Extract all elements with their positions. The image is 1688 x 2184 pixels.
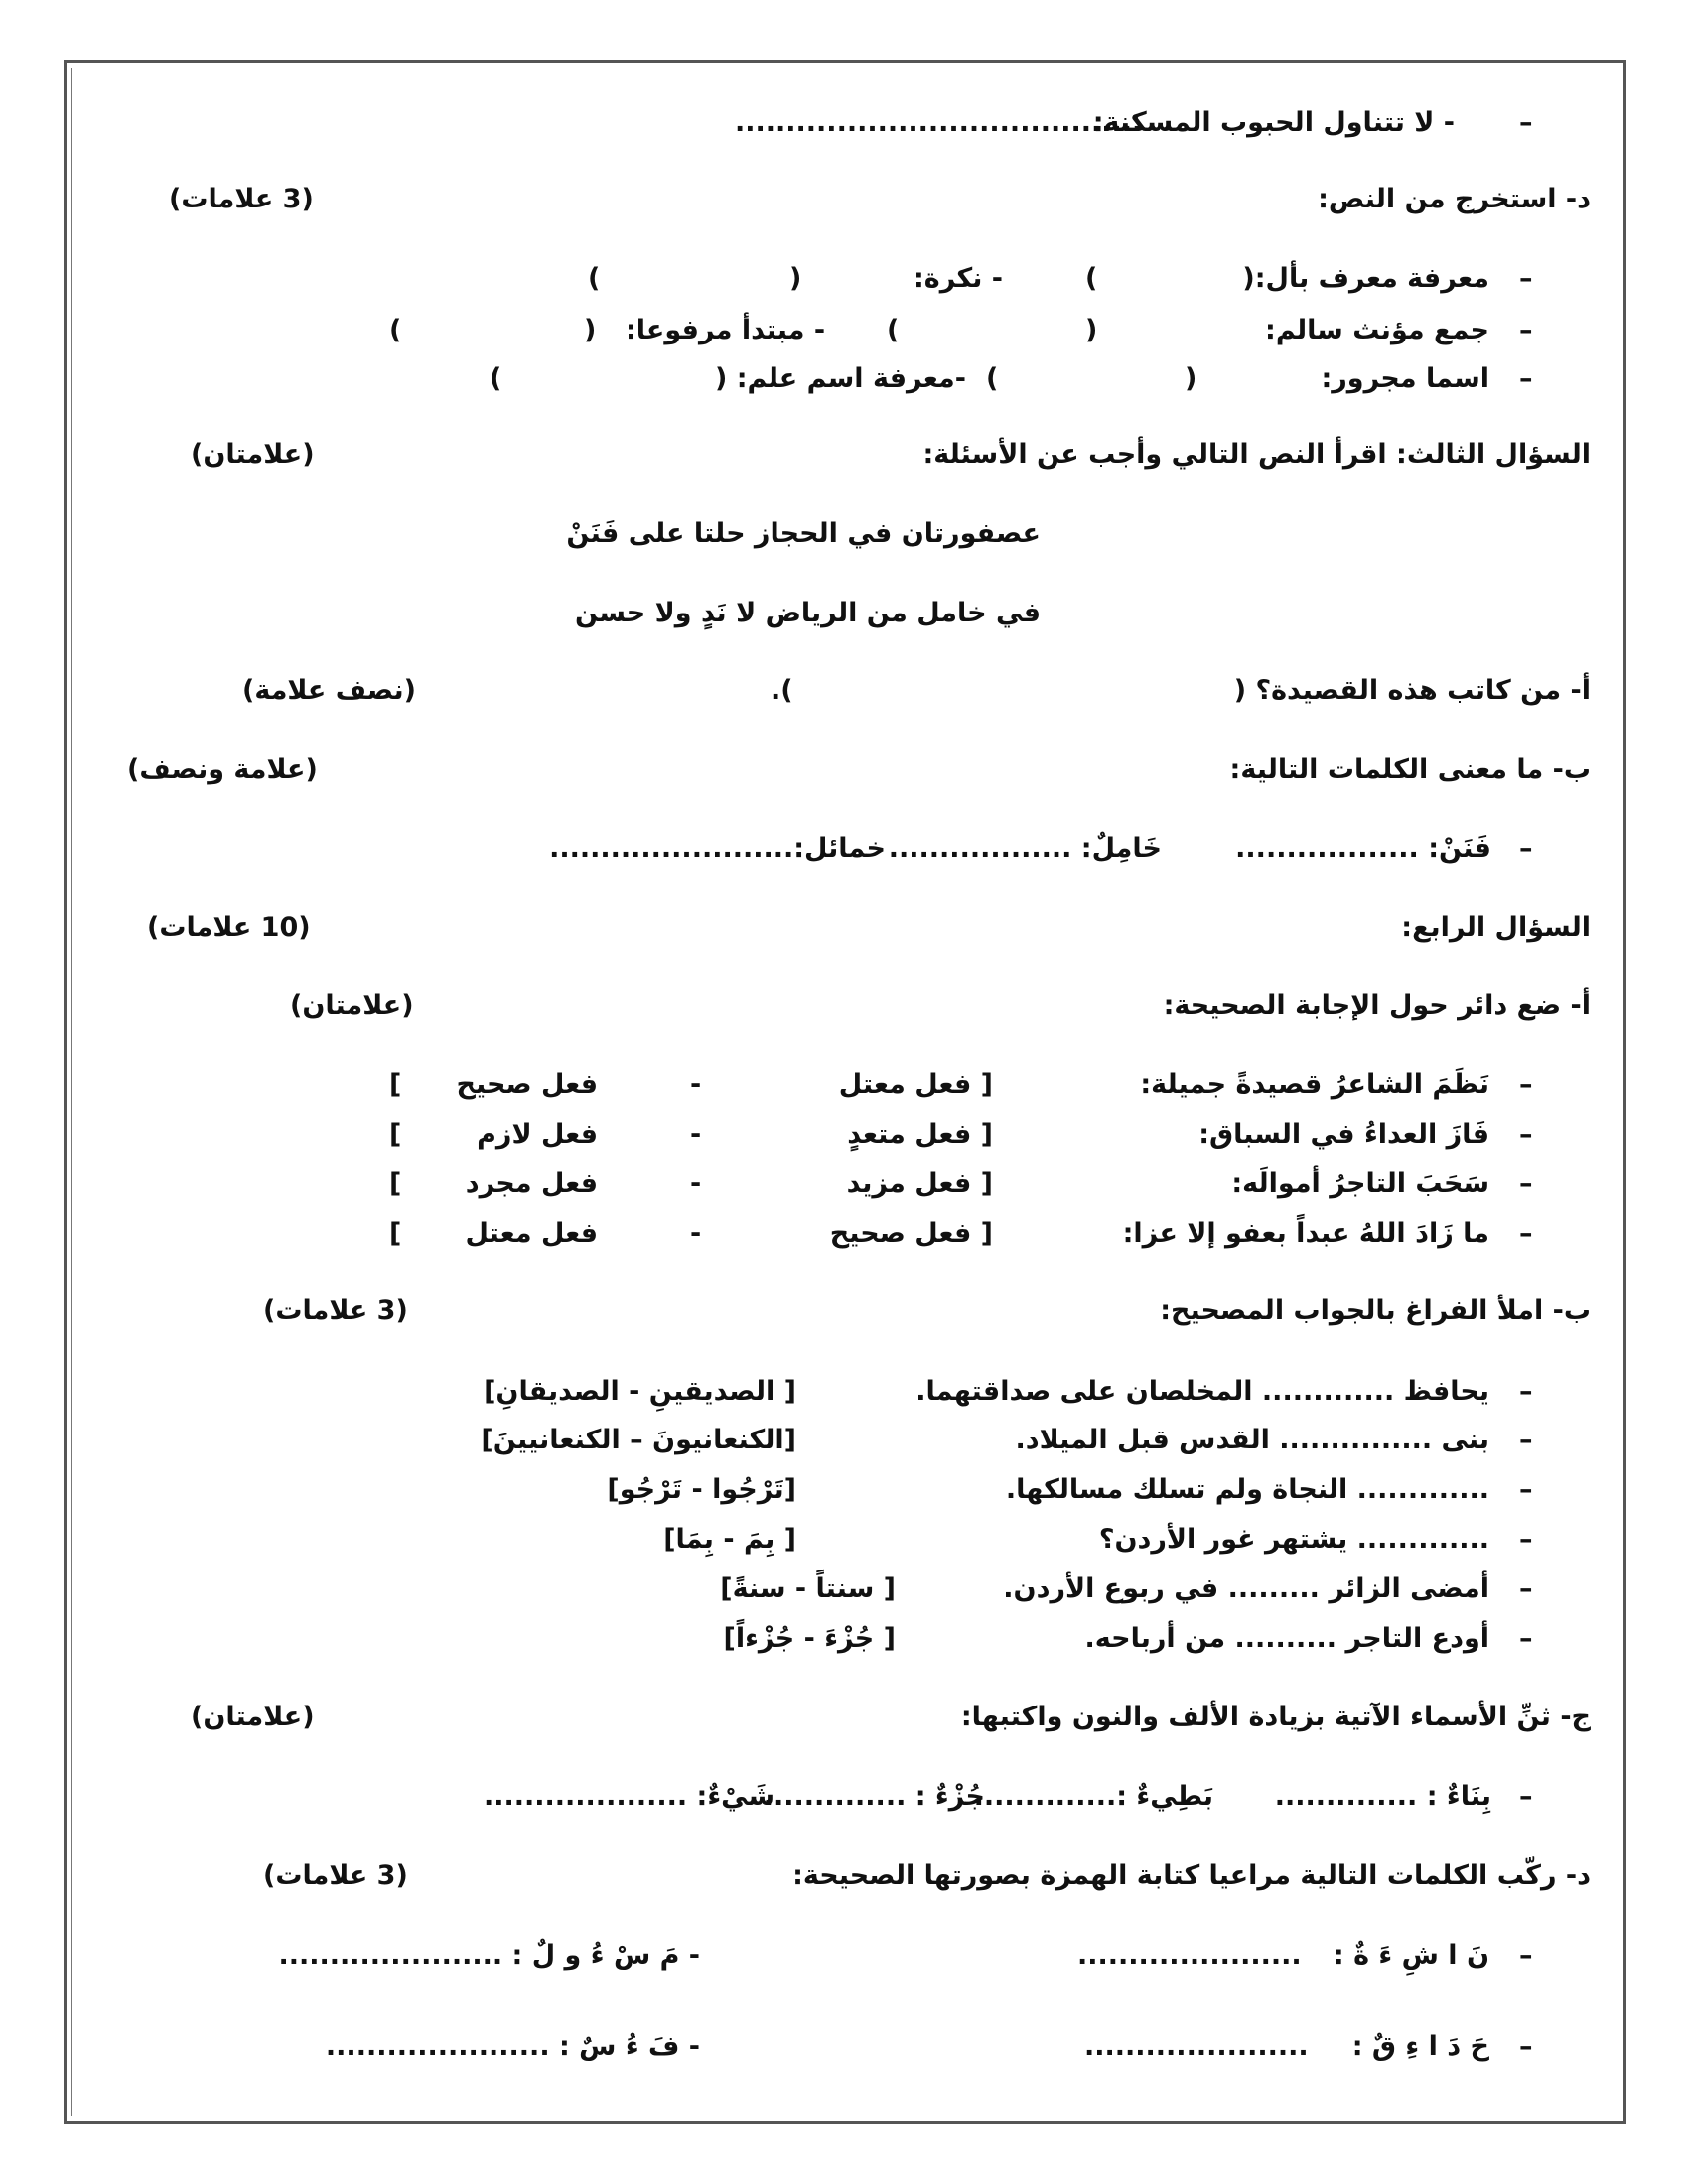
bullet-dash: – [1519, 2031, 1533, 2062]
hamza-word-1: نَ ا شِ ءَ ةٌ : [1333, 1940, 1489, 1971]
q4a-option-2[interactable]: فعل مجرد [465, 1168, 598, 1199]
dual-juz: جُزْءٌ : .............. [763, 1781, 985, 1812]
paren: ) [1085, 263, 1098, 294]
bullet-dash: – [1519, 1940, 1533, 1971]
verse-line-1: عصفورتان في الحجاز حلتا على فَنَنْ [566, 518, 1041, 549]
q4a-option-1[interactable]: [ فعل صحيح [829, 1218, 993, 1249]
q2d-title: د- استخرج من النص: [1318, 184, 1591, 214]
answer-dots: ...................... [1084, 2031, 1309, 2062]
q4-marks: (10 علامات) [147, 912, 311, 943]
q4b-sentence: بنى ............... القدس قبل الميلاد. [1015, 1425, 1489, 1455]
hamza-word-2: - مَ سْ ءُ و لٌ : ...................... [278, 1940, 700, 1971]
q4a-sep: - [690, 1069, 702, 1100]
q2d-marks: (3 علامات) [169, 184, 314, 214]
bullet-dash: – [1519, 1425, 1533, 1455]
bullet-dash: – [1519, 363, 1533, 394]
q4b-choices[interactable]: [ سنتاً - سنةً] [720, 1573, 896, 1604]
dual-batee: بَطِيءٌ :.............. [973, 1781, 1213, 1812]
q4a-option-2[interactable]: فعل لازم [477, 1119, 598, 1150]
bullet-dash: – [1519, 1474, 1533, 1505]
q2d-row1-label: معرفة معرف بأل:( [1242, 263, 1489, 294]
dual-bina: بِنَاءٌ : .............. [1274, 1781, 1491, 1812]
q4b-sentence: يحافظ ............. المخلصان على صداقتهما. [915, 1376, 1489, 1407]
q4b-choices[interactable]: [ الصديقينِ - الصديقانِ] [484, 1376, 796, 1407]
neg-line: - لا تتناول الحبوب المسكنة: [1092, 107, 1455, 138]
answer-dots: ...................... [1077, 1940, 1302, 1971]
q4b-sentence: ............. يشتهر غور الأردن؟ [1098, 1524, 1489, 1555]
verse-line-2: في خامل من الرياض لا نَدٍ ولا حسن [575, 598, 1041, 628]
q4a-option-1[interactable]: [ فعل مزيد [846, 1168, 993, 1199]
q4a-sentence: سَحَبَ التاجرُ أموالَه: [1231, 1168, 1489, 1199]
answer-dots: ........................................ [735, 107, 1143, 138]
q4a-sentence: ما زَادَ اللهُ عبداً بعفو إلا عزا: [1122, 1218, 1489, 1249]
bracket: ] [389, 1218, 402, 1249]
q2d-row3-proper: -معرفة اسم علم: ( [715, 363, 966, 394]
bullet-dash: – [1519, 1623, 1533, 1654]
bullet-dash: – [1519, 263, 1533, 294]
q3b-question: ب- ما معنى الكلمات التالية: [1229, 754, 1591, 785]
paren: ) [986, 363, 999, 394]
q4b-sentence: أودع التاجر .......... من أرباحه. [1084, 1623, 1489, 1654]
bullet-dash: – [1519, 1376, 1533, 1407]
dual-shay: شَيْءٌ: .................... [483, 1781, 774, 1812]
bracket: ] [389, 1119, 402, 1150]
q4a-option-1[interactable]: [ فعل متعدٍ [847, 1119, 993, 1150]
q3-title: السؤال الثالث: اقرأ النص التالي وأجب عن الأسئلة: [922, 439, 1591, 470]
paren: ) [490, 363, 502, 394]
bullet-dash: – [1519, 1781, 1533, 1812]
q4a-sentence: فَازَ العداءُ في السباق: [1198, 1119, 1489, 1150]
q4a-option-2[interactable]: فعل معتل [465, 1218, 598, 1249]
q2d-row1-indef: - نكرة: [914, 263, 1003, 294]
q4-title: السؤال الرابع: [1401, 912, 1591, 943]
q4d-marks: (3 علامات) [263, 1860, 408, 1891]
paren: ( [1185, 363, 1197, 394]
q4b-sentence: أمضى الزائر ......... في ربوع الأردن. [1003, 1573, 1489, 1604]
q4d-title: د- ركّب الكلمات التالية مراعيا كتابة الهمزة بصورتها الصحيحة: [792, 1860, 1591, 1891]
bullet-dash: – [1519, 107, 1533, 138]
q3a-question: أ- من كاتب هذه القصيدة؟ ( [1233, 675, 1591, 706]
bullet-dash: – [1519, 1168, 1533, 1199]
paren: ( [789, 263, 802, 294]
bracket: ] [389, 1069, 402, 1100]
q3a-close: ). [771, 675, 793, 706]
bullet-dash: – [1519, 1524, 1533, 1555]
bullet-dash: – [1519, 1069, 1533, 1100]
q4a-marks: (علامتان) [290, 990, 414, 1021]
q4a-sentence: نَظَمَ الشاعرُ قصيدةً جميلة: [1140, 1069, 1489, 1100]
q4c-title: ج- ثنِّ الأسماء الآتية بزيادة الألف والنون واكتبها: [960, 1702, 1591, 1732]
hamza-word-4: - فَ ءُ سٌ : ...................... [325, 2031, 700, 2062]
paren: ) [588, 263, 601, 294]
q4a-sep: - [690, 1119, 702, 1150]
paren: ) [887, 315, 900, 345]
meaning-khamail: خمائل:........................ [549, 833, 886, 864]
q3b-marks: (علامة ونصف) [127, 754, 318, 785]
bullet-dash: – [1519, 833, 1533, 864]
q4b-title: ب- املأ الفراغ بالجواب المصحيح: [1160, 1296, 1591, 1326]
q4c-marks: (علامتان) [191, 1702, 315, 1732]
q4b-choices[interactable]: [الكنعانيونَ – الكنعانيينَ] [481, 1425, 796, 1455]
q4b-marks: (3 علامات) [263, 1296, 408, 1326]
bracket: ] [389, 1168, 402, 1199]
q4a-option-2[interactable]: فعل صحيح [456, 1069, 598, 1100]
q4b-sentence: ............. النجاة ولم تسلك مسالكها. [1005, 1474, 1489, 1505]
q4a-title: أ- ضع دائر حول الإجابة الصحيحة: [1163, 990, 1591, 1021]
q2d-row3-label: اسما مجرور: [1321, 363, 1489, 394]
paren: ( [584, 315, 597, 345]
q2d-row2-subject: - مبتدأ مرفوعا: [626, 315, 826, 345]
q2d-row2-label: جمع مؤنث سالم: [1265, 315, 1489, 345]
bullet-dash: – [1519, 1573, 1533, 1604]
q3-marks: (علامتان) [191, 439, 315, 470]
q4a-option-1[interactable]: [ فعل معتل [838, 1069, 993, 1100]
paren: ( [1085, 315, 1098, 345]
q4b-choices[interactable]: [تَرْجُوا - تَرْجُو] [607, 1474, 796, 1505]
meaning-fanan: فَنَنْ: .................. [1235, 833, 1491, 864]
q4b-choices[interactable]: [ بِمَ - بِمَا] [663, 1524, 796, 1555]
q4a-sep: - [690, 1168, 702, 1199]
bullet-dash: – [1519, 1119, 1533, 1150]
bullet-dash: – [1519, 315, 1533, 345]
hamza-word-3: حَ دَ ا ءِ قٌ : [1351, 2031, 1489, 2062]
paren: ) [389, 315, 402, 345]
q3a-marks: (نصف علامة) [242, 675, 417, 706]
q4a-sep: - [690, 1218, 702, 1249]
meaning-khamil: خَامِلٌ: .................. [888, 833, 1162, 864]
bullet-dash: – [1519, 1218, 1533, 1249]
q4b-choices[interactable]: [ جُزْءَ - جُزْءاً] [723, 1623, 896, 1654]
